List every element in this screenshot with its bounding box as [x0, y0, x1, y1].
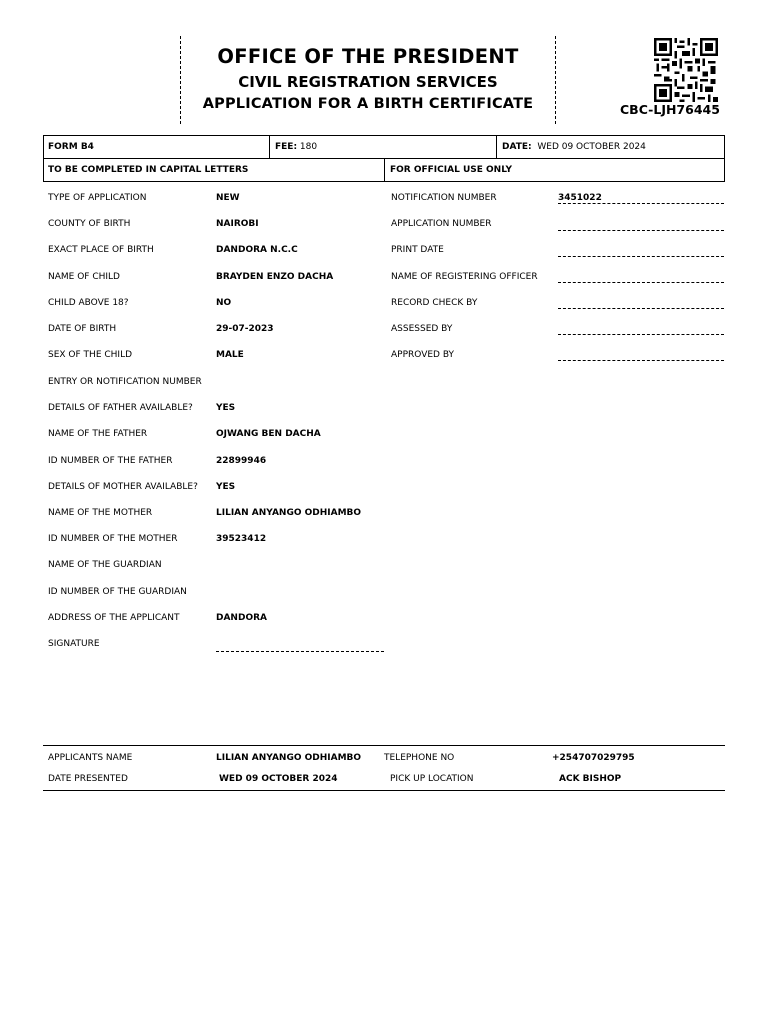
field-label: SEX OF THE CHILD — [48, 350, 133, 360]
footer-rule — [43, 790, 725, 791]
signature-line — [216, 651, 384, 652]
form-number: FORM B4 — [48, 142, 94, 152]
pickup-location-value: ACK BISHOP — [559, 774, 622, 784]
page-title: OFFICE OF THE PRESIDENT — [217, 45, 519, 68]
field-value: 22899946 — [216, 456, 267, 466]
form-title: APPLICATION FOR A BIRTH CERTIFICATE — [202, 96, 534, 112]
official-line — [558, 230, 724, 231]
fee-value: 180 — [299, 142, 318, 152]
field-value: 29-07-2023 — [216, 324, 274, 334]
official-value: 3451022 — [558, 193, 602, 203]
section-heading-official: FOR OFFICIAL USE ONLY — [390, 165, 513, 175]
header-title-block — [182, 44, 554, 115]
field-label: NAME OF THE MOTHER — [48, 508, 153, 518]
field-label: ADDRESS OF THE APPLICANT — [48, 613, 180, 623]
field-label: CHILD ABOVE 18? — [48, 298, 129, 308]
field-label: COUNTY OF BIRTH — [48, 219, 131, 229]
field-value: YES — [216, 403, 236, 413]
telephone-label: TELEPHONE NO — [384, 753, 455, 763]
date-label: DATE: — [502, 142, 532, 152]
fee-field — [275, 141, 317, 153]
header-divider-left — [180, 36, 181, 124]
field-value: BRAYDEN ENZO DACHA — [216, 272, 334, 282]
field-label: DETAILS OF MOTHER AVAILABLE? — [48, 482, 198, 492]
field-value: YES — [216, 482, 236, 492]
field-label: ID NUMBER OF THE GUARDIAN — [48, 587, 187, 597]
date-field — [502, 141, 646, 153]
table-rule — [43, 135, 725, 136]
official-label: PRINT DATE — [391, 245, 444, 255]
field-value: MALE — [216, 350, 244, 360]
section-heading-applicant: TO BE COMPLETED IN CAPITAL LETTERS — [48, 165, 249, 175]
pickup-location-label: PICK UP LOCATION — [390, 774, 474, 784]
official-line — [558, 203, 724, 204]
field-value: NEW — [216, 193, 240, 203]
field-label: NAME OF THE FATHER — [48, 429, 148, 439]
field-value: NO — [216, 298, 232, 308]
date-value: WED 09 OCTOBER 2024 — [537, 142, 646, 152]
date-presented-value: WED 09 OCTOBER 2024 — [219, 774, 338, 784]
official-label: APPROVED BY — [391, 350, 455, 360]
header-divider-right — [555, 36, 556, 124]
fee-label: FEE: — [275, 142, 298, 152]
field-label: DETAILS OF FATHER AVAILABLE? — [48, 403, 193, 413]
field-value: LILIAN ANYANGO ODHIAMBO — [216, 508, 362, 518]
table-border — [724, 135, 725, 181]
field-value: DANDORA — [216, 613, 267, 623]
official-label: ASSESSED BY — [391, 324, 453, 334]
date-presented-label: DATE PRESENTED — [48, 774, 128, 784]
table-divider — [384, 158, 385, 181]
field-label: ENTRY OR NOTIFICATION NUMBER — [48, 377, 202, 387]
official-line — [558, 256, 724, 257]
table-divider — [269, 135, 270, 158]
field-label: ID NUMBER OF THE FATHER — [48, 456, 173, 466]
page-subtitle: CIVIL REGISTRATION SERVICES — [238, 73, 498, 91]
official-line — [558, 360, 724, 361]
field-label: EXACT PLACE OF BIRTH — [48, 245, 154, 255]
official-label: APPLICATION NUMBER — [391, 219, 492, 229]
field-value: 39523412 — [216, 534, 267, 544]
official-label: NOTIFICATION NUMBER — [391, 193, 497, 203]
applicant-name-label: APPLICANTS NAME — [48, 753, 133, 763]
table-divider — [496, 135, 497, 158]
table-border — [43, 135, 44, 181]
official-line — [558, 334, 724, 335]
table-rule — [43, 181, 725, 182]
official-label: RECORD CHECK BY — [391, 298, 478, 308]
field-value: OJWANG BEN DACHA — [216, 429, 321, 439]
qr-code-icon — [654, 38, 718, 102]
official-line — [558, 308, 724, 309]
field-label: DATE OF BIRTH — [48, 324, 117, 334]
field-label: NAME OF CHILD — [48, 272, 120, 282]
field-value: DANDORA N.C.C — [216, 245, 298, 255]
field-label: SIGNATURE — [48, 639, 100, 649]
footer-rule — [43, 745, 725, 746]
telephone-value: +254707029795 — [552, 753, 635, 763]
official-label: NAME OF REGISTERING OFFICER — [391, 272, 538, 282]
certificate-serial: CBC-LJH76445 — [620, 102, 720, 117]
field-label: NAME OF THE GUARDIAN — [48, 560, 162, 570]
field-value: NAIROBI — [216, 219, 259, 229]
applicant-name-value: LILIAN ANYANGO ODHIAMBO — [216, 753, 362, 763]
field-label: ID NUMBER OF THE MOTHER — [48, 534, 178, 544]
field-label: TYPE OF APPLICATION — [48, 193, 147, 203]
official-line — [558, 282, 724, 283]
